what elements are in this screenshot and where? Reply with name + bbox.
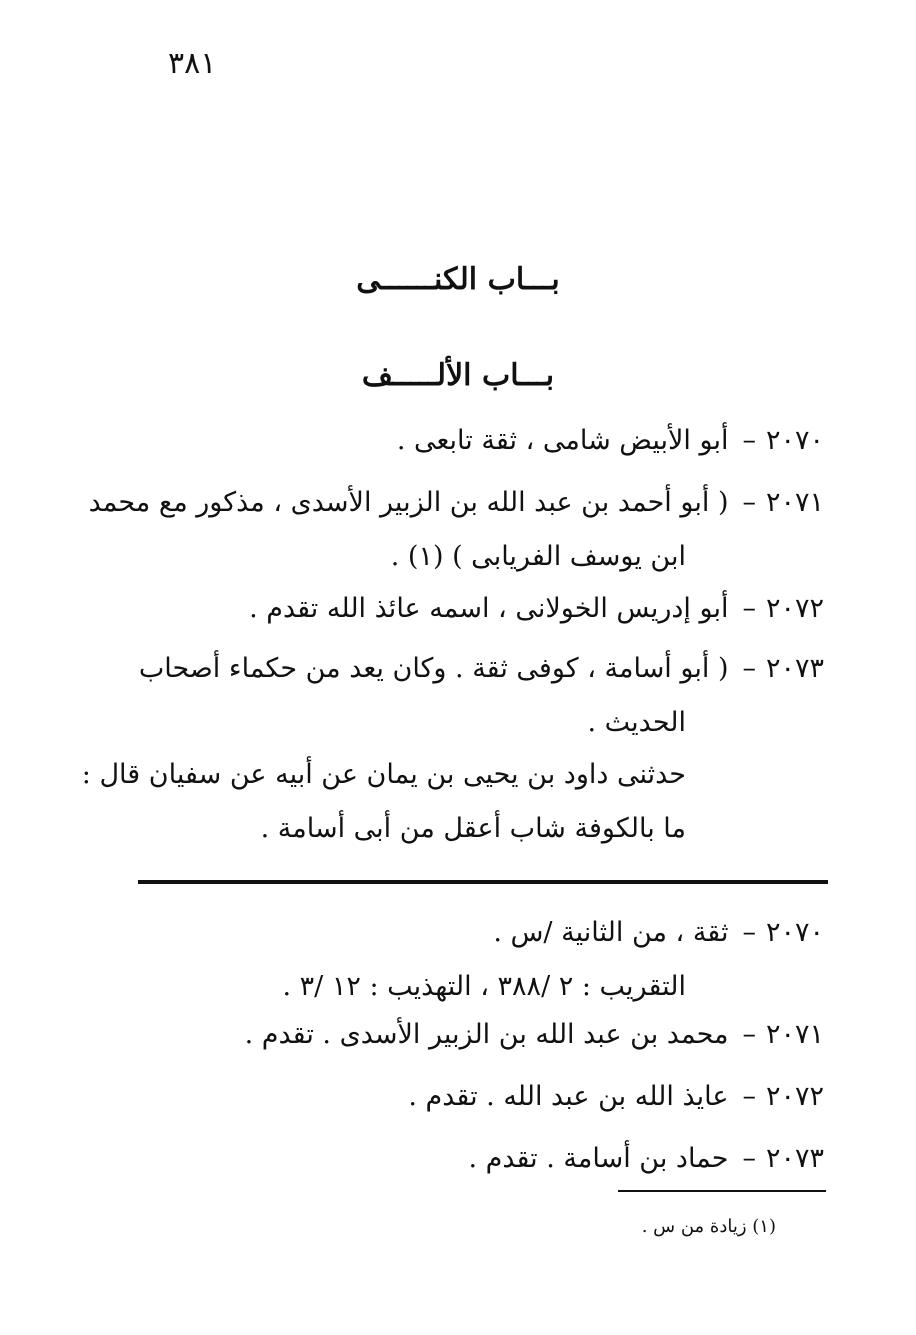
note-2072 bbox=[408, 1070, 824, 1124]
section-heading: بـــاب الألـــــف bbox=[361, 358, 555, 393]
page-number: ٣٨١ bbox=[168, 46, 217, 81]
note-2073 bbox=[468, 1132, 824, 1186]
entry-2073 bbox=[139, 642, 824, 750]
entry-dash: – bbox=[742, 425, 756, 456]
entry-2070 bbox=[397, 414, 824, 468]
entry-text: أبو إدريس الخولانى ، اسمه عائذ الله تقدم . bbox=[249, 593, 729, 624]
chapter-heading: بـــاب الكنــــــى bbox=[356, 262, 560, 297]
entry-number: ٢٠٧٣ bbox=[765, 653, 824, 684]
note-text: ثقة ، من الثانية /س . bbox=[493, 917, 729, 948]
entry-2072 bbox=[249, 582, 824, 636]
entry-number: ٢٠٧٢ bbox=[765, 593, 824, 624]
entry-dash: – bbox=[742, 487, 756, 518]
note-dash: – bbox=[742, 1081, 756, 1112]
entry-dash: – bbox=[742, 593, 756, 624]
entry-number: ٢٠٧١ bbox=[765, 487, 824, 518]
note-number: ٢٠٧١ bbox=[765, 1019, 824, 1050]
entry-text-continued: ابن يوسف الفريابى ) (١) . bbox=[390, 541, 686, 572]
entry-text: ( أبو أسامة ، كوفى ثقة . وكان يعد من حكماء أصحاب bbox=[138, 653, 729, 684]
narration-line: حدثنى داود بن يحيى بن يمان عن أبيه عن سفيان قال : bbox=[81, 759, 686, 790]
note-number: ٢٠٧٣ bbox=[765, 1143, 824, 1174]
note-dash: – bbox=[742, 1019, 756, 1050]
narration-line: ما بالكوفة شاب أعقل من أبى أسامة . bbox=[260, 813, 686, 844]
narration bbox=[82, 748, 686, 856]
entry-text-continued: الحديث . bbox=[587, 707, 686, 738]
note-text: حماد بن أسامة . تقدم . bbox=[468, 1143, 729, 1174]
note-dash: – bbox=[742, 1143, 756, 1174]
note-2070 bbox=[282, 906, 824, 1014]
footnote-rule bbox=[618, 1190, 826, 1192]
entry-text: أبو الأبيض شامى ، ثقة تابعى . bbox=[396, 425, 729, 456]
entry-2071 bbox=[89, 476, 824, 584]
note-text: عايذ الله بن عبد الله . تقدم . bbox=[408, 1081, 729, 1112]
note-number: ٢٠٧٠ bbox=[765, 917, 824, 948]
note-text-continued: التقريب : ٢ /٣٨٨ ، التهذيب : ١٢ /٣ . bbox=[282, 971, 686, 1002]
footnote: (١) زيادة من س . bbox=[641, 1216, 776, 1237]
notes-divider bbox=[138, 880, 828, 884]
note-text: محمد بن عبد الله بن الزبير الأسدى . تقدم . bbox=[244, 1019, 729, 1050]
note-dash: – bbox=[742, 917, 756, 948]
entry-dash: – bbox=[742, 653, 756, 684]
entry-number: ٢٠٧٠ bbox=[765, 425, 824, 456]
entry-text: ( أبو أحمد بن عبد الله بن الزبير الأسدى ، مذكور مع محمد bbox=[88, 487, 729, 518]
note-2071 bbox=[245, 1008, 824, 1062]
note-number: ٢٠٧٢ bbox=[765, 1081, 824, 1112]
